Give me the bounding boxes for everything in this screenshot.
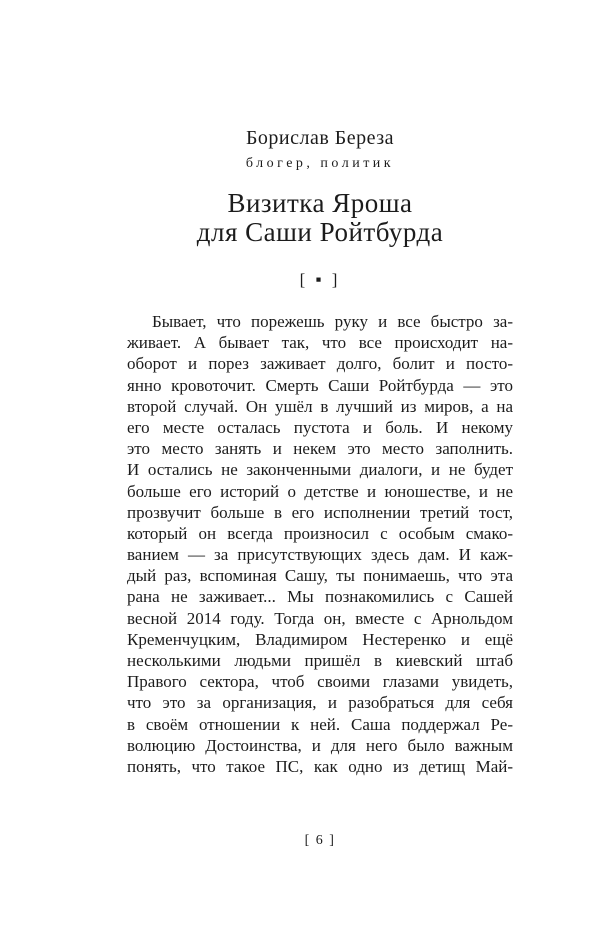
body-text-line: весной 2014 году. Тогда он, вместе с Арнольдом [127, 608, 513, 628]
body-text-line: это место занять и некем это место заполнить. [127, 439, 513, 459]
body-text-line: что это за организация, и разобраться для себя [127, 693, 513, 713]
body-text-line: больше его историй о детстве и юношестве, и не [127, 481, 513, 501]
body-text-line: ванием — за присутствующих здесь дам. И каж- [127, 545, 513, 565]
body-text-line: второй случай. Он ушёл в лучший из миров, а на [127, 396, 513, 416]
body-text-line: Правого сектора, чтоб своими глазами увидеть, [127, 672, 513, 692]
body-text-line: живает. А бывает так, что все происходит на- [127, 333, 513, 353]
body-text-line: который он всегда произносил с особым смако- [127, 523, 513, 543]
body-text-line: волюцию Достоинства, и для него было важным [127, 735, 513, 755]
chapter-title [127, 189, 513, 247]
chapter-title-line-1: Визитка Яроша [227, 188, 413, 218]
body-text-line: оборот и порез заживает долго, болит и посто- [127, 354, 513, 374]
body-text-line: Кременчуцким, Владимиром Нестеренко и ещё [127, 629, 513, 649]
body-text-line: рана не заживает... Мы познакомились с Сашей [127, 587, 513, 607]
body-text-line: прозвучит больше в его исполнении третий тост, [127, 502, 513, 522]
body-text-line: И остались не законченными диалоги, и не будет [127, 460, 513, 480]
body-text-line: понять, что такое ПС, как одно из детищ Май- [127, 756, 513, 776]
body-text-line: его месте осталась пустота и боль. И некому [127, 417, 513, 437]
chapter-title-line-2: для Саши Ройтбурда [196, 217, 444, 247]
body-text-line: янно кровоточит. Смерть Саши Ройтбурда — это [127, 375, 513, 395]
chapter-header [127, 126, 513, 290]
author-name: Борислав Береза [245, 127, 395, 149]
body-text-line: дый раз, вспоминая Сашу, ты понимаешь, что эта [127, 566, 513, 586]
section-divider-marker: [ ▪ ] [299, 270, 341, 289]
author-role: блогер, политик [245, 156, 395, 171]
body-text-line: Бывает, что порежешь руку и все быстро за- [152, 312, 513, 331]
body-text-line: несколькими людьми пришёл в киевский штаб [127, 651, 513, 670]
body-text-line: в своём отношении к ней. Саша поддержал Ре- [127, 714, 513, 734]
body-text [127, 311, 513, 777]
page-number: [ 6 ] [304, 833, 336, 848]
